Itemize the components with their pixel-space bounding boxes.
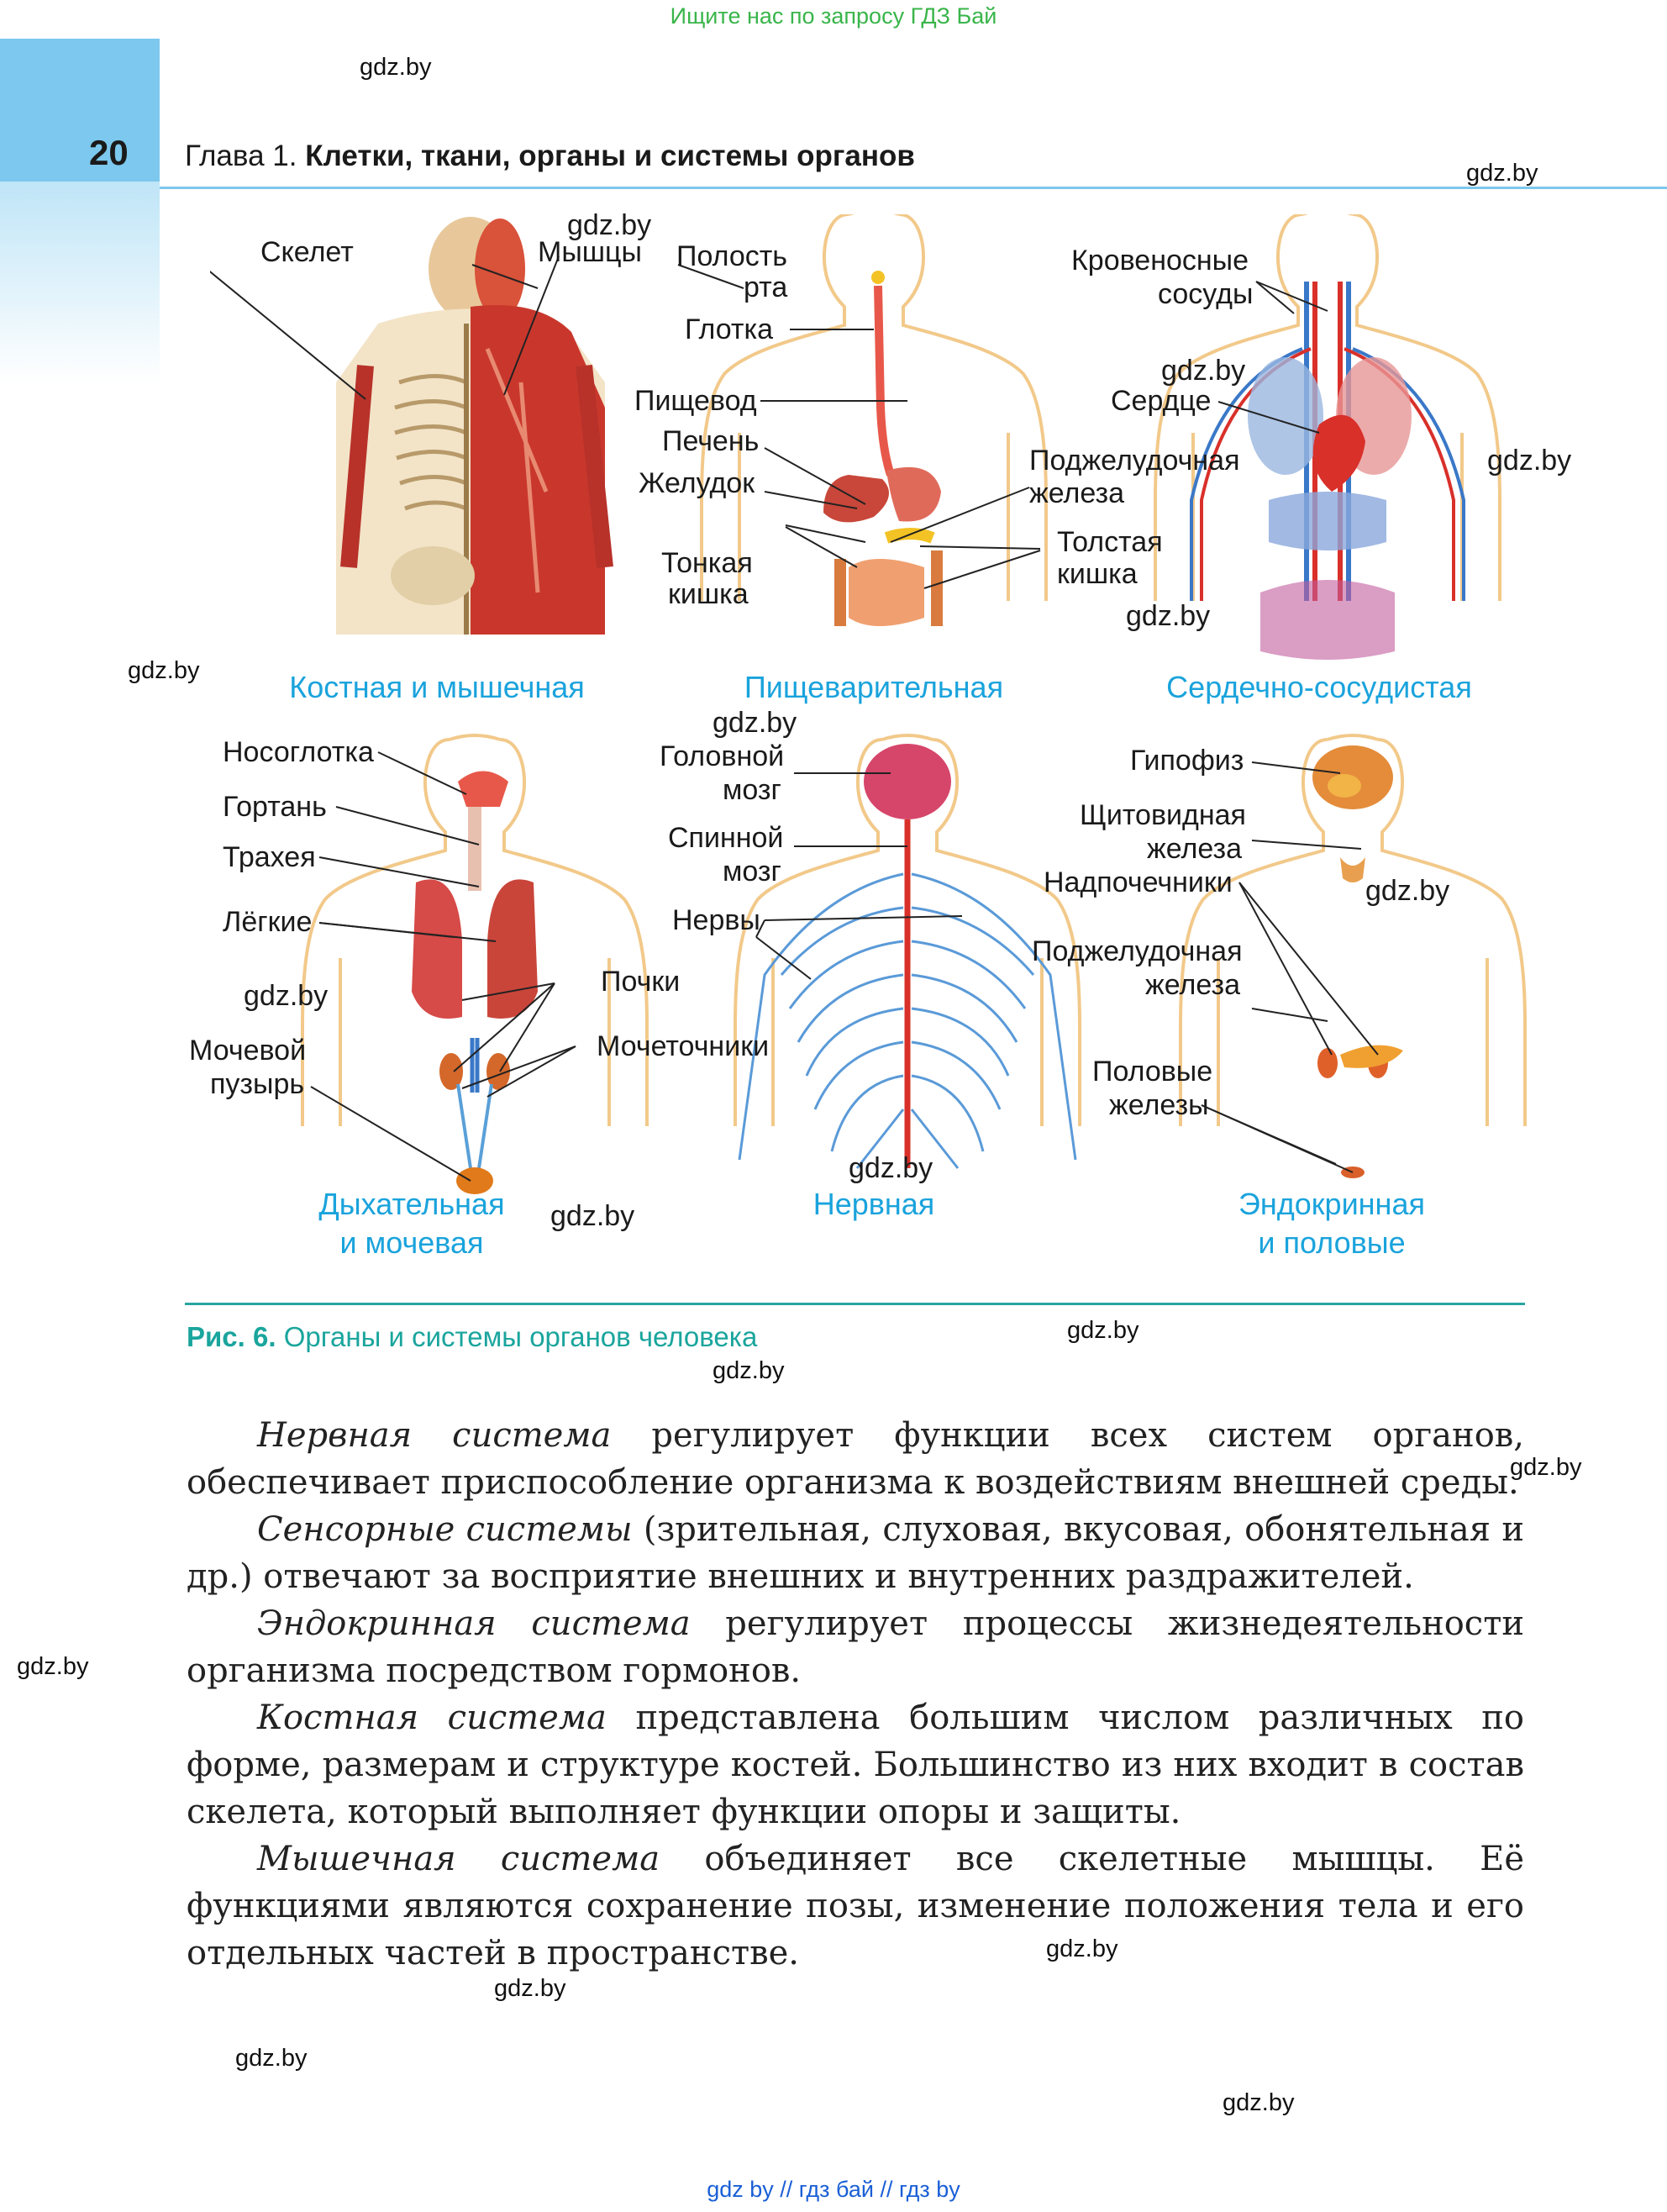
term: Костная система — [257, 1698, 607, 1737]
chapter-header — [185, 140, 915, 173]
paragraph-text: (зрительная, слуховая, вкусовая, обонятельная и др.) отвечают за восприятие внешних и внутренних раздражителей. — [187, 1510, 1524, 1596]
page-number: 20 — [89, 133, 129, 172]
watermark: gdz.by — [567, 209, 652, 241]
watermark: gdz.by — [1046, 1936, 1118, 1962]
label-oral-cavity: Полость — [676, 240, 788, 272]
body-text — [187, 1412, 1524, 1977]
label-brain: Головной — [660, 740, 785, 772]
label-stomach: Желудок — [639, 467, 755, 499]
watermark: gdz.by — [849, 1152, 933, 1184]
watermark: gdz.by — [1487, 445, 1572, 477]
figure-caption-label: Рис. 6. — [187, 1321, 276, 1352]
caption-endocrine — [1193, 1185, 1470, 1262]
label-ureters: Мочеточники — [597, 1030, 770, 1062]
caption-line: Дыхательная — [318, 1187, 505, 1221]
label-adrenals: Надпочечники — [1044, 866, 1233, 898]
label-large-intestine: Толстая — [1057, 526, 1163, 558]
paragraph — [187, 1600, 1524, 1694]
label-gonads-2: железы — [1109, 1089, 1209, 1121]
label-nasopharynx: Носоглотка — [223, 736, 374, 768]
chapter-title: Клетки, ткани, органы и системы органов — [305, 140, 915, 172]
label-pancreas: Поджелудочная — [1029, 445, 1240, 477]
figure-illustrations — [210, 214, 1533, 1256]
label-bladder: Мочевой — [189, 1035, 307, 1066]
label-kidneys: Почки — [601, 966, 681, 998]
nervous-illustration — [735, 735, 1080, 1168]
label-spinal-cord-2: мозг — [723, 856, 781, 887]
label-larynx: Гортань — [223, 791, 327, 823]
page-tab-fade — [0, 182, 160, 383]
caption-digestive: Пищеварительная — [744, 670, 1004, 704]
label-bladder-2: пузырь — [210, 1068, 305, 1100]
caption-line: Эндокринная — [1238, 1187, 1425, 1221]
watermark: gdz.by — [1510, 1454, 1582, 1481]
label-small-intestine-2: кишка — [668, 578, 749, 610]
label-pancreas-2: железа — [1029, 477, 1125, 509]
label-skeleton: Скелет — [260, 236, 354, 268]
label-pancreas-endocrine-2: железа — [1145, 969, 1241, 1001]
watermark: gdz.by — [1161, 355, 1246, 387]
watermark: gdz.by — [1466, 160, 1538, 187]
caption-line: и мочевая — [339, 1225, 484, 1260]
watermark: gdz.by — [17, 1653, 89, 1680]
label-liver: Печень — [662, 425, 760, 457]
header-rule — [160, 187, 1667, 189]
paragraph — [187, 1694, 1524, 1835]
label-pancreas-endocrine: Поджелудочная — [1032, 935, 1243, 967]
label-esophagus: Пищевод — [634, 385, 757, 417]
watermark: gdz.by — [713, 707, 797, 739]
paragraph — [187, 1412, 1524, 1506]
page-tab — [0, 39, 160, 182]
term: Нервная система — [257, 1416, 612, 1455]
figure-caption — [187, 1321, 757, 1353]
caption-musculoskeletal: Костная и мышечная — [289, 670, 585, 704]
watermark: gdz.by — [550, 1200, 635, 1232]
organ-systems-figure — [189, 209, 1572, 1260]
watermark: gdz.by — [235, 2045, 308, 2072]
label-thyroid: Щитовидная — [1080, 799, 1246, 831]
watermark: gdz.by — [128, 657, 200, 684]
label-pituitary: Гипофиз — [1130, 745, 1244, 777]
top-banner[interactable]: Ищите нас по запросу ГДЗ Бай — [670, 3, 997, 29]
label-muscles: Мышцы — [538, 236, 642, 268]
skeleton-muscle-illustration — [210, 217, 605, 635]
paragraph-text: объединяет все скелетные мышцы. Её функциями являются сохранение позы, изменение положения тела и его отдельных частей в пространстве. — [187, 1840, 1525, 1972]
term: Мышечная система — [257, 1840, 660, 1878]
respiratory-illustration — [302, 735, 647, 1194]
paragraph-text: регулирует функции всех систем органов, обеспечивает приспособление организма к воздействиям внешней среды. — [187, 1416, 1525, 1502]
bottom-links[interactable]: gdz by // гдз бай // гдз by — [707, 2177, 960, 2202]
caption-nervous: Нервная — [812, 1187, 935, 1221]
label-gonads: Половые — [1092, 1056, 1213, 1088]
label-heart: Сердце — [1111, 385, 1212, 417]
label-nerves: Нервы — [672, 904, 760, 936]
label-brain-2: мозг — [723, 774, 781, 806]
paragraph — [187, 1835, 1524, 1977]
watermark: gdz.by — [1067, 1317, 1139, 1344]
chapter-number: Глава 1. — [185, 140, 297, 172]
caption-line: и половые — [1258, 1225, 1406, 1260]
paragraph — [187, 1506, 1524, 1600]
label-blood-vessels-2: сосуды — [1158, 278, 1254, 310]
label-thyroid-2: железа — [1147, 833, 1243, 865]
label-large-intestine-2: кишка — [1057, 558, 1138, 590]
term: Эндокринная система — [257, 1604, 691, 1643]
watermark: gdz.by — [1223, 2089, 1295, 2116]
label-small-intestine: Тонкая — [661, 547, 753, 579]
watermark: gdz.by — [494, 1975, 566, 2002]
watermark: gdz.by — [1126, 600, 1211, 632]
label-spinal-cord: Спинной — [668, 822, 784, 854]
term: Сенсорные системы — [257, 1510, 633, 1549]
figure-rule — [185, 1303, 1525, 1305]
label-pharynx: Глотка — [685, 313, 773, 345]
figure-caption-text: Органы и системы органов человека — [283, 1321, 758, 1352]
label-trachea: Трахея — [223, 841, 316, 873]
caption-cardiovascular: Сердечно-сосудистая — [1166, 670, 1472, 704]
label-lungs: Лёгкие — [223, 906, 313, 938]
caption-respiratory-urinary — [286, 1185, 538, 1262]
label-blood-vessels: Кровеносные — [1071, 245, 1249, 276]
paragraph-text: представлена большим числом различных по форме, размерам и структуре костей. Большинство из них входит в состав скелета, который выполняет функции опоры и защиты. — [187, 1698, 1525, 1831]
watermark: gdz.by — [244, 980, 329, 1012]
label-oral-cavity-2: рта — [744, 271, 788, 303]
paragraph-text: регулирует процессы жизнедеятельности организма посредством гормонов. — [187, 1604, 1524, 1690]
watermark: gdz.by — [1365, 875, 1450, 907]
watermark: gdz.by — [713, 1357, 785, 1384]
watermark: gdz.by — [360, 54, 432, 81]
